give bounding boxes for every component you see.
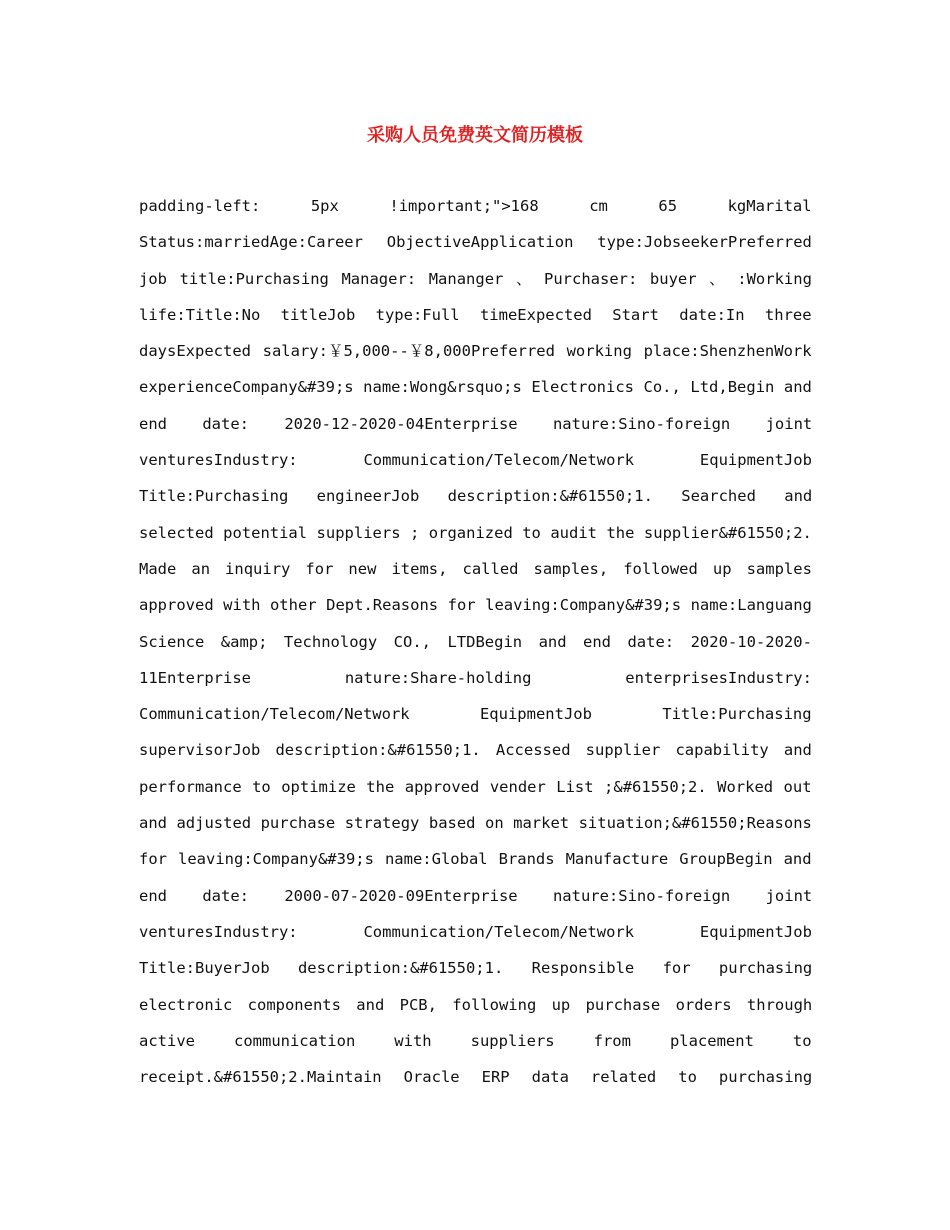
body-line: supervisorJob description:&#61550;1. Accessed supplier capability and — [139, 741, 812, 760]
body-line: daysExpected salary:￥5,000--￥8,000Preferred working place:ShenzhenWork — [139, 342, 812, 361]
body-line: experienceCompany&#39;s name:Wong&rsquo;s Electronics Co., Ltd,Begin and — [139, 378, 812, 397]
body-line: receipt.&#61550;2.Maintain Oracle ERP data related to purchasing — [139, 1068, 812, 1087]
body-line: Science &amp; Technology CO., LTDBegin and end date: 2020-10-2020- — [139, 632, 812, 651]
body-line: approved with other Dept.Reasons for leaving:Company&#39;s name:Languang — [139, 596, 812, 615]
body-line: Title:Purchasing engineerJob description:&#61550;1. Searched and — [139, 487, 812, 506]
body-line: selected potential suppliers ; organized to audit the supplier&#61550;2. — [139, 523, 812, 542]
body-line: electronic components and PCB, following up purchase orders through — [139, 995, 812, 1014]
body-line: performance to optimize the approved vender List ;&#61550;2. Worked out — [139, 777, 812, 796]
body-line: Made an inquiry for new items, called samples, followed up samples — [139, 559, 812, 578]
body-line: and adjusted purchase strategy based on market situation;&#61550;Reasons — [139, 814, 812, 833]
document-title: 采购人员免费英文简历模板 — [367, 125, 583, 146]
document-body — [139, 188, 812, 1095]
body-line: Title:BuyerJob description:&#61550;1. Responsible for purchasing — [139, 959, 812, 978]
body-line: active communication with suppliers from placement to — [139, 1031, 812, 1050]
body-line: life:Title:No titleJob type:Full timeExpected Start date:In three — [139, 305, 812, 324]
body-line: Communication/Telecom/Network EquipmentJob Title:Purchasing — [139, 705, 812, 724]
body-line: job title:Purchasing Manager: Mananger 、 Purchaser: buyer 、 :Working — [139, 269, 812, 288]
body-line: venturesIndustry: Communication/Telecom/Network EquipmentJob — [139, 451, 812, 470]
body-line: end date: 2020-12-2020-04Enterprise nature:Sino-foreign joint — [139, 414, 812, 433]
body-line: padding-left: 5px !important;">168 cm 65 kgMarital — [139, 197, 812, 215]
body-line: for leaving:Company&#39;s name:Global Brands Manufacture GroupBegin and — [139, 850, 812, 869]
body-line: Status:marriedAge:Career ObjectiveApplication type:JobseekerPreferred — [139, 233, 812, 252]
body-line: 11Enterprise nature:Share-holding enterprisesIndustry: — [139, 668, 812, 687]
body-line: end date: 2000-07-2020-09Enterprise nature:Sino-foreign joint — [139, 886, 812, 905]
body-line: venturesIndustry: Communication/Telecom/Network EquipmentJob — [139, 922, 812, 941]
